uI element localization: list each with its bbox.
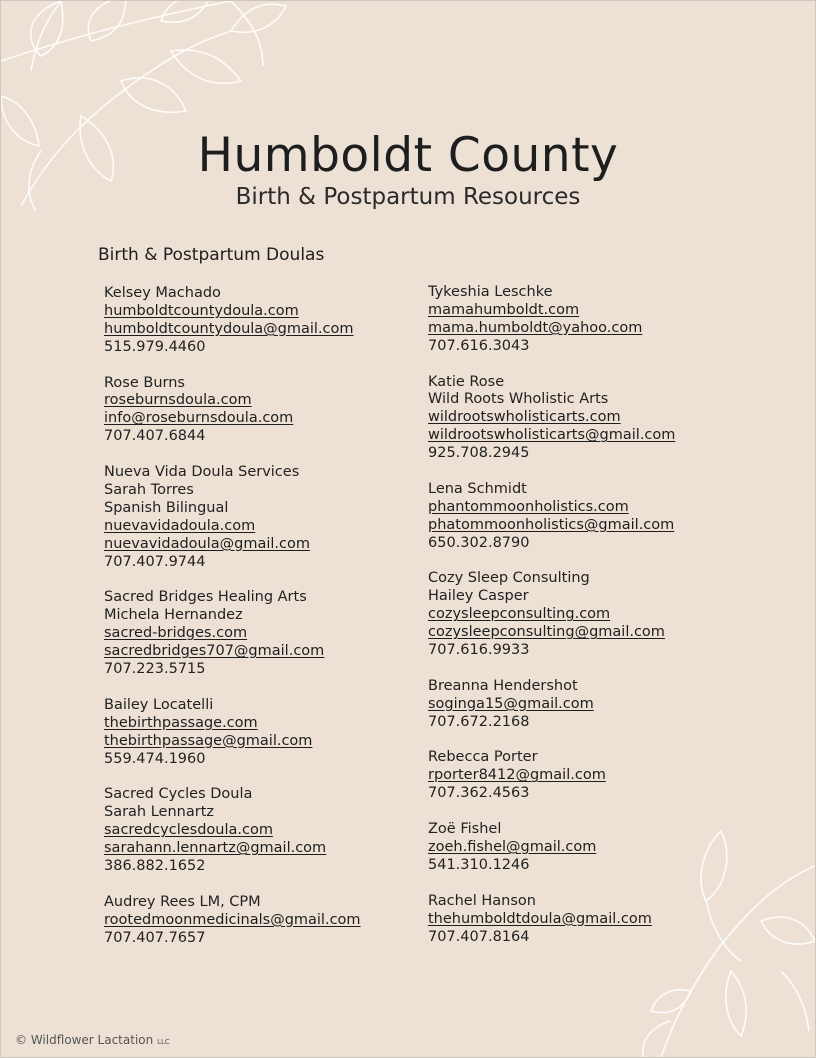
contact-entry [104, 464, 424, 571]
contact-text: Hailey Casper [428, 588, 529, 605]
contact-entry [428, 374, 748, 464]
contact-text: Rebecca Porter [428, 749, 538, 766]
contact-link[interactable]: thebirthpassage@gmail.com [104, 732, 313, 749]
contact-text: 707.616.3043 [428, 337, 530, 354]
contact-text: 707.407.7657 [104, 929, 206, 946]
contact-link[interactable]: humboldtcountydoula.com [104, 302, 299, 319]
contact-text: Zoë Fishel [428, 821, 502, 838]
contact-entry [428, 893, 748, 947]
contact-text: Audrey Rees LM, CPM [104, 893, 261, 910]
contact-link[interactable]: info@roseburnsdoula.com [104, 410, 294, 427]
contact-text: 925.708.2945 [428, 445, 530, 462]
contact-link[interactable]: nuevavidadoula.com [104, 517, 256, 534]
contact-link[interactable]: wildrootswholisticarts@gmail.com [428, 427, 676, 444]
contact-entry [428, 821, 748, 875]
contact-text: Sarah Torres [104, 481, 194, 498]
contact-entry [104, 375, 424, 447]
contact-text: 515.979.4460 [104, 338, 206, 355]
contact-text: 386.882.1652 [104, 857, 206, 874]
contact-link[interactable]: rporter8412@gmail.com [428, 767, 606, 784]
contact-text: Cozy Sleep Consulting [428, 570, 590, 587]
contact-link[interactable]: cozysleepconsulting@gmail.com [428, 624, 665, 641]
contact-text: Sacred Cycles Doula [104, 786, 253, 803]
contact-text: 707.672.2168 [428, 713, 530, 730]
contact-text: 650.302.8790 [428, 534, 530, 551]
contact-link[interactable]: mamahumboldt.com [428, 301, 580, 318]
contact-text: Breanna Hendershot [428, 677, 578, 694]
contact-text: 707.407.8164 [428, 928, 530, 945]
contact-text: Spanish Bilingual [104, 499, 229, 516]
contact-link[interactable]: mama.humboldt@yahoo.com [428, 319, 643, 336]
contact-link[interactable]: cozysleepconsulting.com [428, 606, 611, 623]
contact-text: 559.474.1960 [104, 750, 206, 767]
contact-entry [104, 589, 424, 679]
contact-link[interactable]: rootedmoonmedicinals@gmail.com [104, 911, 361, 928]
contact-text: 707.616.9933 [428, 642, 530, 659]
contact-text: 707.407.6844 [104, 428, 206, 445]
contact-text: Michela Hernandez [104, 607, 243, 624]
contact-link[interactable]: thehumboldtdoula@gmail.com [428, 910, 652, 927]
contact-link[interactable]: thebirthpassage.com [104, 714, 258, 731]
page-subtitle: Birth & Postpartum Resources [235, 184, 581, 210]
contact-text: 541.310.1246 [428, 856, 530, 873]
contact-entry [428, 678, 748, 732]
contact-link[interactable]: roseburnsdoula.com [104, 392, 252, 409]
contact-entry [104, 285, 424, 357]
contact-text: 707.407.9744 [104, 553, 206, 570]
contact-link[interactable]: phatommoonholistics@gmail.com [428, 516, 675, 533]
contact-entry [428, 749, 748, 803]
contact-link[interactable]: nuevavidadoula@gmail.com [104, 535, 310, 552]
contact-text: Rose Burns [104, 374, 185, 391]
contact-text: Nueva Vida Doula Services [104, 464, 300, 481]
contact-link[interactable]: humboldtcountydoula@gmail.com [104, 320, 354, 337]
contact-link[interactable]: sacredbridges707@gmail.com [104, 643, 325, 660]
contact-text: Kelsey Machado [104, 285, 221, 301]
page-title: Humboldt County [197, 128, 619, 183]
contact-text: Bailey Locatelli [104, 696, 214, 713]
contact-text: Tykeshia Leschke [428, 284, 553, 300]
footer-copyright [15, 1033, 170, 1047]
contact-text: Lena Schmidt [428, 480, 527, 497]
contact-text: Sacred Bridges Healing Arts [104, 589, 307, 606]
contact-link[interactable]: sacred-bridges.com [104, 625, 248, 642]
contact-text: 707.362.4563 [428, 785, 530, 802]
contact-entry [428, 570, 748, 660]
contact-link[interactable]: sarahann.lennartz@gmail.com [104, 840, 327, 857]
contact-text: 707.223.5715 [104, 660, 206, 677]
contact-text: Wild Roots Wholistic Arts [428, 391, 609, 408]
contact-entry [104, 894, 424, 948]
contact-text: Rachel Hanson [428, 892, 536, 909]
contact-link[interactable]: soginga15@gmail.com [428, 695, 594, 712]
left-column [104, 285, 424, 965]
footer-copyright-text: © Wildflower Lactation [15, 1033, 154, 1047]
contact-link[interactable]: wildrootswholisticarts.com [428, 409, 621, 426]
contact-text: Katie Rose [428, 373, 505, 390]
contact-text: Sarah Lennartz [104, 804, 215, 821]
contact-entry [104, 786, 424, 876]
contact-link[interactable]: zoeh.fishel@gmail.com [428, 839, 597, 855]
footer-llc-suffix: LLC [157, 1038, 170, 1046]
contact-link[interactable]: sacredcyclesdoula.com [104, 822, 273, 839]
section-heading: Birth & Postpartum Doulas [98, 245, 325, 265]
contact-link[interactable]: phantommoonholistics.com [428, 498, 629, 515]
right-column [428, 284, 748, 964]
contact-entry [428, 284, 748, 356]
contact-entry [104, 697, 424, 769]
contact-entry [428, 481, 748, 553]
